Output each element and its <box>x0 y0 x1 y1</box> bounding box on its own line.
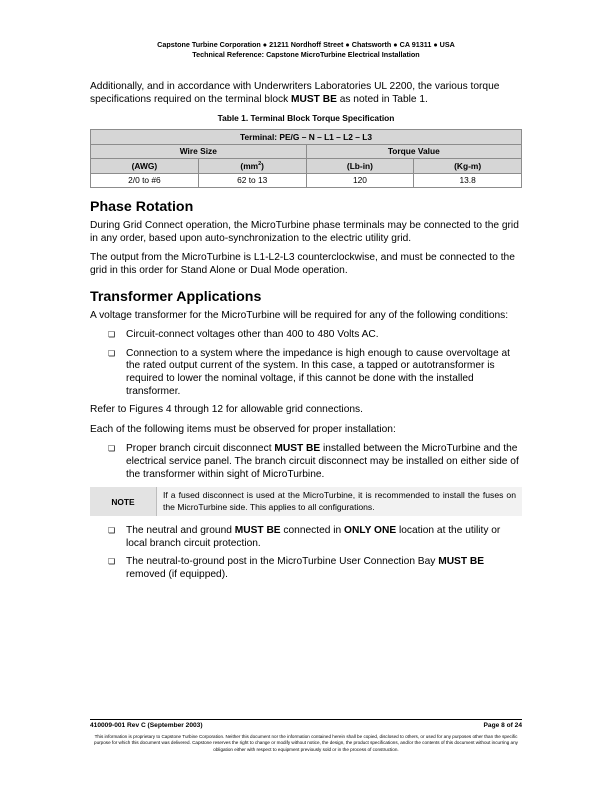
page-number: Page 8 of 24 <box>483 722 522 729</box>
footer-bar <box>90 722 522 729</box>
list-item <box>90 348 522 398</box>
col-awg: (AWG) <box>91 159 199 174</box>
installation-list-continued <box>90 525 522 581</box>
torque-table <box>90 129 522 188</box>
conditions-list <box>90 329 522 398</box>
bullet-text: removed (if equipped). <box>126 568 228 580</box>
bullet-text: installed between the MicroTurbine and the electrical service panel. The branch circuit disconnect may be installed on either side of the transformer within sight of MicroTurbine. <box>126 443 519 480</box>
note-label: NOTE <box>90 487 157 516</box>
footer-divider <box>90 719 522 720</box>
list-item <box>90 556 522 581</box>
table-row <box>91 173 522 188</box>
col-mm2-post: ) <box>261 160 264 171</box>
checkbox-bullet-icon: ❏ <box>108 330 116 340</box>
table-row <box>91 144 522 159</box>
phase-paragraph-1: During Grid Connect operation, the MicroTurbine phase terminals may be connected to the grid in any order, based upon auto-synchronization to the electric utility grid. <box>90 220 519 244</box>
checkbox-bullet-icon: ❏ <box>108 525 116 535</box>
intro-text-b: as noted in Table 1. <box>336 93 428 105</box>
bullet-emphasis: MUST BE <box>438 556 485 568</box>
phase-rotation-heading: Phase Rotation <box>90 199 194 216</box>
bullet-emphasis: MUST BE <box>234 524 281 536</box>
checkbox-bullet-icon: ❏ <box>108 557 116 567</box>
wire-size-header: Wire Size <box>91 144 307 159</box>
bullet-text: Proper branch circuit disconnect <box>126 443 275 455</box>
cell-lbin: 120 <box>306 173 414 188</box>
checkbox-bullet-icon: ❏ <box>108 444 116 454</box>
bullet-text: Circuit-connect voltages other than 400 to 480 Volts AC. <box>126 329 379 341</box>
torque-value-header: Torque Value <box>306 144 521 159</box>
cell-mm2: 62 to 13 <box>198 173 306 188</box>
col-mm2 <box>198 159 306 174</box>
intro-paragraph <box>90 81 522 106</box>
installation-list <box>90 443 522 481</box>
list-item <box>90 329 522 342</box>
page-content <box>90 81 522 587</box>
terminal-header: Terminal: PE/G – N – L1 – L2 – L3 <box>91 130 522 145</box>
checkbox-bullet-icon: ❏ <box>108 348 116 358</box>
note-box <box>90 487 522 516</box>
cell-kgm: 13.8 <box>414 173 522 188</box>
table-row <box>91 130 522 145</box>
col-mm2-pre: (mm <box>240 160 259 171</box>
bullet-text: Connection to a system where the impedance is high enough to cause overvoltage at the rated output current of the system. In this case, a tapped or autotransformer is required to lower the nominal voltage, if this cannot be done with the installed transformer. <box>126 347 510 397</box>
footer-disclaimer: This information is proprietary to Capstone Turbine Corporation. Neither this document nor the information contained herein shall be copied, disclosed to others, or used for any purposes other than the specific purpose for which this document was delivered. Capstone reserves the right to change or modify without notice, the design, the product specifications, and/or the contents of this document without incurring any obligation either with respect to equipment previously sold or in the process of construction. <box>94 734 518 752</box>
note-text: If a fused disconnect is used at the MicroTurbine, it is recommended to install the fuses on the MicroTurbine side. This applies to all configurations. <box>163 490 516 512</box>
bullet-text: The neutral-to-ground post in the MicroTurbine User Connection Bay <box>126 556 439 568</box>
col-lbin: (Lb-in) <box>306 159 414 174</box>
cell-awg: 2/0 to #6 <box>91 173 199 188</box>
bullet-text: The neutral and ground <box>126 524 235 536</box>
document-id: 410009-001 Rev C (September 2003) <box>90 722 203 729</box>
transformer-paragraph-2: Refer to Figures 4 through 12 for allowable grid connections. <box>90 404 363 416</box>
transformer-heading: Transformer Applications <box>90 288 262 305</box>
transformer-paragraph-1: A voltage transformer for the MicroTurbine will be required for any of the following conditions: <box>90 309 509 321</box>
transformer-paragraph-3: Each of the following items must be observed for proper installation: <box>90 423 396 435</box>
header-reference-line: Technical Reference: Capstone MicroTurbine Electrical Installation <box>192 50 420 59</box>
phase-paragraph-2: The output from the MicroTurbine is L1-L2-L3 counterclockwise, and must be connected to the grid in this order for Stand Alone or Dual Mode operation. <box>90 252 515 276</box>
header-company-line: Capstone Turbine Corporation ● 21211 Nordhoff Street ● Chatsworth ● CA 91311 ● USA <box>157 40 455 49</box>
bullet-emphasis: ONLY ONE <box>344 524 397 536</box>
table-row <box>91 159 522 174</box>
intro-text-a: Additionally, and in accordance with Underwriters Laboratories UL 2200, the various torque specifications required on the terminal block <box>90 81 500 105</box>
bullet-text: connected in <box>280 524 345 536</box>
col-kgm: (Kg-m) <box>414 159 522 174</box>
page-header <box>0 40 612 60</box>
bullet-text: location at the utility or local branch circuit protection. <box>126 524 501 549</box>
table-caption: Table 1. Terminal Block Torque Specification <box>217 113 395 124</box>
bullet-emphasis: MUST BE <box>274 443 321 455</box>
col-mm2-sup: 2 <box>258 161 262 168</box>
list-item <box>90 525 522 550</box>
intro-emphasis: MUST BE <box>291 93 337 105</box>
list-item <box>90 443 522 481</box>
